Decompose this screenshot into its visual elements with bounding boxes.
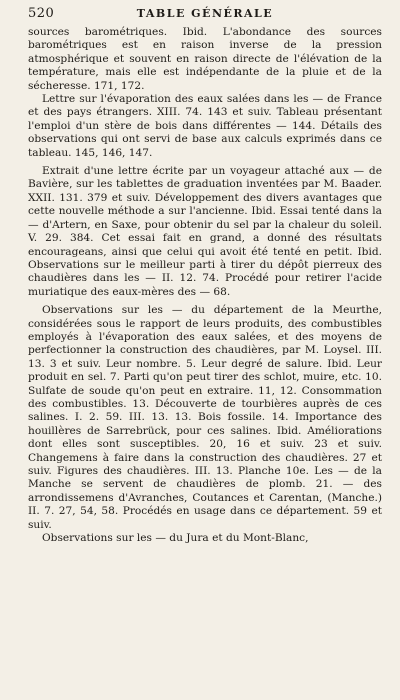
paragraph-jura-observations: Observations sur les — du Jura et du Mont-Blanc, [42, 532, 309, 545]
paragraph-meurthe-observations: Observations sur les — du département de la Meurthe, considérées sous le rapport de leurs produits, des combustibles employés à l'évaporation des eaux salées, et des moyens de perfectionner la construction des chaudières, par M. Loysel. III. 13. 3 et suiv. Leur nombre. 5. Leur degré de salure. Ibid. Leur produit en sel. 7. Parti qu'on peut tirer des schlot, muire, etc. 10. Sulfate de soude qu'on peut en extraire. 11, 12. Consommation des combustibles. 13. Découverte de tourbières auprès de ces salines. I. 2. 59. III. 13. 13. Bois fossile. 14. Importance des houillères de Sarrebrück, pour ces salines. Ibid. Améliorations dont elles sont susceptibles. 20, 16 et suiv. 23 et suiv. Changemens à faire dans la construction des chaudières. 27 et suiv. Figures des chaudières. III. 13. Planche 10e. Les — de la Manche se servent de chaudières de plomb. 21. — des arrondissemens d'Avranches, Coutances et Carentan, (Manche.) II. 7. 27, 54, 58. Procédés en usage dans ce département. 59 et suiv. [28, 304, 382, 531]
paragraph-bavaria-letter: Extrait d'une lettre écrite par un voyageur attaché aux — de Bavière, sur les tablettes de graduation inventées par M. Baader. XXII. 131. 379 et suiv. Développement des divers avantages que cette nouvelle méthode a sur l'ancienne. Ibid. Essai tenté dans la — d'Artern, en Saxe, pour obtenir du sel par la chaleur du soleil. V. 29. 384. Cet essai fait en grand, a donné des résultats encourageans, ainsi que celui qui avoit été tenté en petit. Ibid. Observations sur le meilleur parti à tirer du dépôt pierreux des chaudières dans les — II. 12. 74. Procédé pour retirer l'acide muriatique des eaux-mères des — 68. [28, 165, 382, 298]
paragraph-continued: sources barométriques. Ibid. L'abondance des sources barométriques est en raison inverse de la pression atmosphérique et souvent en raison directe de l'élévation de la température, mais elle est indépendante de la pluie et de la sécheresse. 171, 172. [28, 26, 382, 92]
index-body [28, 26, 382, 545]
page-header [28, 6, 382, 24]
running-title: TABLE GÉNÉRALE [136, 7, 274, 20]
paragraph-evaporation-letter: Lettre sur l'évaporation des eaux salées dans les — de France et des pays étrangers. XIII. 74. 143 et suiv. Tableau présentant l'emploi d'un stère de bois dans différentes — 144. Détails des observations qui ont servi de base aux calculs exprimés dans ce tableau. 145, 146, 147. [28, 93, 382, 159]
page-number: 520 [28, 6, 55, 21]
